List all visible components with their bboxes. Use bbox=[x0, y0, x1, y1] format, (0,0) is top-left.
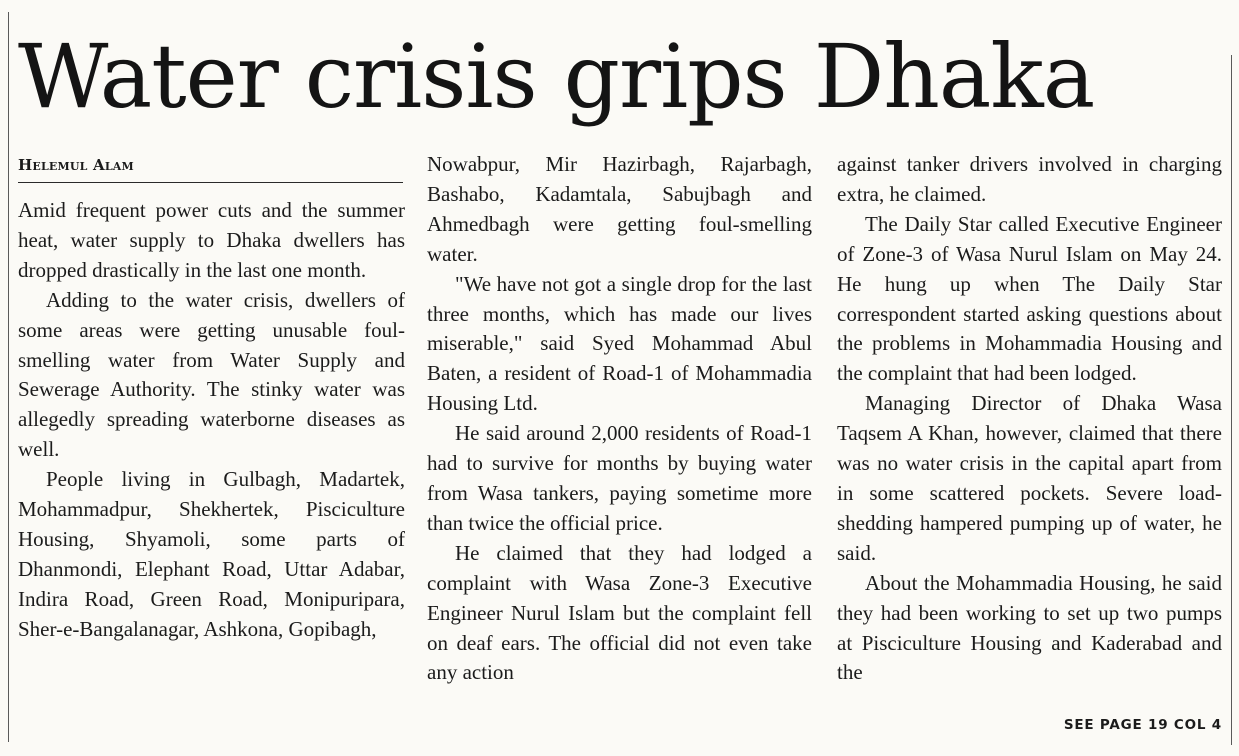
paragraph: Adding to the water crisis, dwellers of some areas were getting unusable foul-smelling water from Water Supply and Sewerage Authority. The stinky water was allegedly spreading waterborne diseases as well. bbox=[18, 287, 405, 462]
article-column-2 bbox=[427, 150, 812, 688]
paragraph: He claimed that they had lodged a complaint with Wasa Zone-3 Executive Engineer Nurul Islam but the complaint fell on deaf ears. The official did not even take any action bbox=[427, 540, 812, 685]
paragraph: Managing Director of Dhaka Wasa Taqsem A Khan, however, claimed that there was no water crisis in the capital apart from in some scattered pockets. Severe load-shedding hampered pumping up of water, he said. bbox=[837, 391, 1222, 565]
paragraph: People living in Gulbagh, Madartek, Mohammadpur, Shekhertek, Pisciculture Housing, Shyamoli, some parts of Dhanmondi, Elephant Road, Uttar Adabar, Indira Road, Green Road, Monipuripara, Sher-e-Bangalanagar, Ashkona, Gopibagh, bbox=[18, 467, 405, 641]
headline: Water crisis grips Dhaka bbox=[18, 25, 1095, 128]
paragraph: against tanker drivers involved in charging extra, he claimed. bbox=[837, 152, 1222, 206]
page-border-left bbox=[8, 12, 9, 742]
paragraph: The Daily Star called Executive Engineer of Zone-3 of Wasa Nurul Islam on May 24. He hung up when The Daily Star correspondent started asking questions about the problems in Mohammadia Housing and the complaint that had been lodged. bbox=[837, 211, 1222, 386]
paragraph: "We have not got a single drop for the last three months, which has made our lives miserable," said Syed Mohammad Abul Baten, a resident of Road-1 of Mohammadia Housing Ltd. bbox=[427, 271, 812, 416]
article-column-1 bbox=[18, 196, 405, 645]
paragraph: Nowabpur, Mir Hazirbagh, Rajarbagh, Bashabo, Kadamtala, Sabujbagh and Ahmedbagh were getting foul-smelling water. bbox=[427, 152, 812, 266]
continuation-jump-line: SEE PAGE 19 COL 4 bbox=[1063, 717, 1222, 733]
paragraph: He said around 2,000 residents of Road-1 had to survive for months by buying water from Wasa tankers, paying sometime more than twice the official price. bbox=[427, 421, 812, 535]
article-column-3 bbox=[837, 150, 1222, 688]
paragraph: About the Mohammadia Housing, he said they had been working to set up two pumps at Pisciculture Housing and Kaderabad and the bbox=[837, 570, 1222, 685]
byline: Helemul Alam bbox=[18, 150, 403, 183]
paragraph: Amid frequent power cuts and the summer heat, water supply to Dhaka dwellers has dropped drastically in the last one month. bbox=[18, 198, 405, 282]
page-border-right bbox=[1231, 55, 1232, 745]
